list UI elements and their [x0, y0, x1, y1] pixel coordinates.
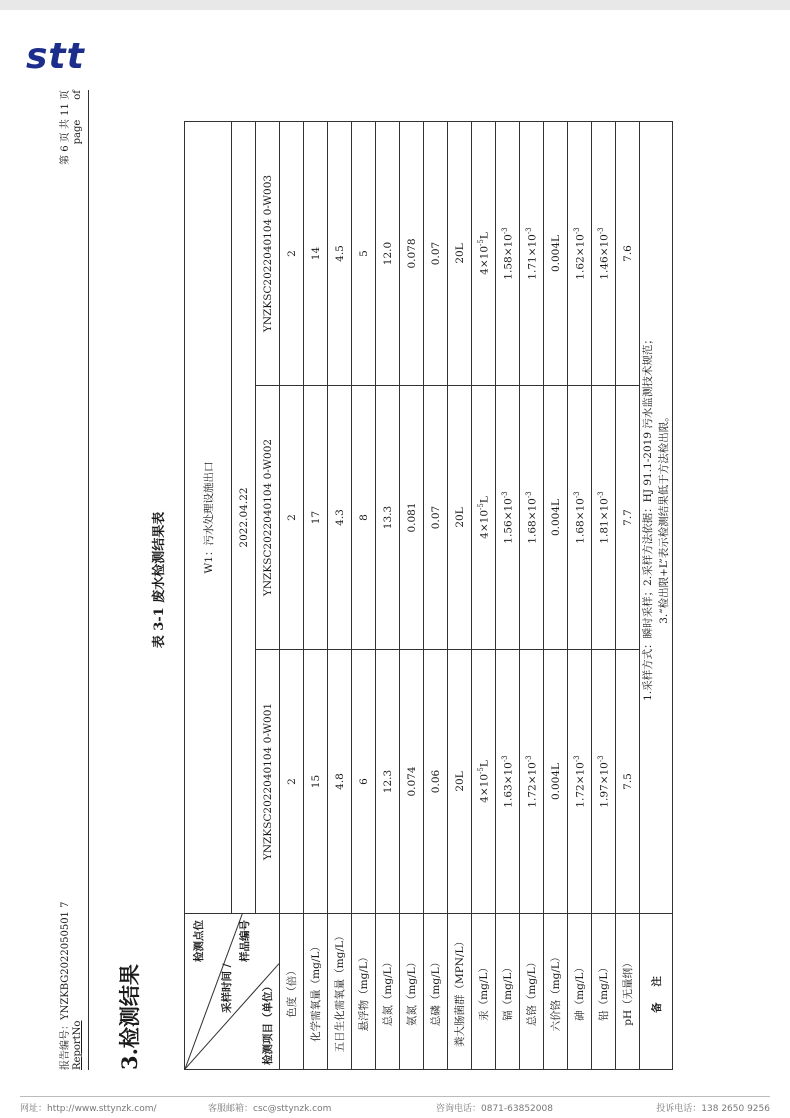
value-cell: [424, 121, 448, 385]
value-text: 7.6: [621, 245, 634, 262]
value-text: 8: [357, 514, 370, 521]
table-row: [424, 121, 448, 1069]
corner-header-cell: [185, 914, 280, 1070]
value-cell: [472, 121, 496, 385]
table-row: [472, 121, 496, 1069]
value-cell: [400, 386, 424, 650]
value-text: 2: [285, 250, 298, 257]
value-cell: [448, 650, 472, 914]
value-suffix: L: [478, 760, 491, 768]
value-exponent: -3: [500, 755, 509, 763]
value-text: 1.97×10: [598, 762, 611, 808]
item-name-cell: 五日生化需氧量（mg/L）: [328, 914, 352, 1070]
value-exponent: -3: [596, 227, 605, 235]
value-exponent: -3: [524, 755, 533, 763]
value-text: 7.7: [621, 509, 634, 526]
value-exponent: -5: [476, 503, 485, 510]
table-row: [640, 121, 673, 1069]
value-cell: [352, 386, 376, 650]
table-row: [304, 121, 328, 1069]
value-exponent: -3: [572, 227, 581, 235]
table-row: [376, 121, 400, 1069]
value-cell: [592, 386, 616, 650]
value-cell: [544, 650, 568, 914]
value-text: 0.078: [405, 238, 418, 269]
sample-id-cell: YNZKSC2022040104 0-W002: [256, 386, 280, 650]
item-name-cell: 铅（mg/L）: [592, 914, 616, 1070]
footer-email: 客服邮箱：csc@sttynzk.com: [208, 1104, 332, 1114]
value-cell: [544, 121, 568, 385]
table-row: [280, 121, 304, 1069]
footer-phone: 咨询电话：0871-63852008: [436, 1104, 553, 1114]
value-cell: [568, 650, 592, 914]
value-text: 0.004L: [549, 234, 562, 273]
item-name-cell: 色度（倍）: [280, 914, 304, 1070]
value-text: 12.3: [381, 769, 394, 794]
value-text: 20L: [453, 243, 466, 264]
value-text: 15: [309, 774, 322, 789]
value-text: 20L: [453, 507, 466, 528]
value-cell: [568, 386, 592, 650]
value-text: 4.5: [333, 245, 346, 262]
remark-cell: [640, 121, 673, 913]
value-cell: [472, 386, 496, 650]
value-cell: [544, 386, 568, 650]
value-suffix: L: [478, 496, 491, 504]
value-text: 2: [285, 778, 298, 785]
footer-rule: [20, 1096, 770, 1097]
page-indicator: [60, 90, 84, 165]
table-row: [544, 121, 568, 1069]
footer: [20, 1101, 770, 1115]
value-cell: [328, 121, 352, 385]
value-cell: [304, 650, 328, 914]
value-cell: [520, 121, 544, 385]
value-cell: [496, 386, 520, 650]
value-cell: [520, 650, 544, 914]
page-line: 第 6 页 共 11 页: [60, 90, 71, 165]
report-no-sub: ReportNo: [72, 1020, 83, 1070]
value-text: 1.72×10: [574, 762, 587, 808]
value-text: 1.58×10: [502, 234, 515, 280]
value-cell: [328, 650, 352, 914]
value-cell: [400, 650, 424, 914]
value-exponent: -3: [596, 491, 605, 499]
table-row: [568, 121, 592, 1069]
value-exponent: -5: [476, 239, 485, 246]
value-cell: [472, 650, 496, 914]
value-exponent: -3: [572, 491, 581, 499]
value-cell: [328, 386, 352, 650]
value-text: 4.8: [333, 773, 346, 790]
value-text: 1.63×10: [502, 762, 515, 808]
table-row: [185, 121, 232, 1069]
value-text: 1.62×10: [574, 234, 587, 280]
value-cell: [592, 650, 616, 914]
value-text: 1.56×10: [502, 498, 515, 544]
table-row: [520, 121, 544, 1069]
value-text: 2: [285, 514, 298, 521]
value-text: 17: [309, 510, 322, 525]
value-exponent: -3: [524, 491, 533, 499]
value-exponent: -3: [572, 755, 581, 763]
value-suffix: L: [478, 232, 491, 240]
item-name-cell: 镉（mg/L）: [496, 914, 520, 1070]
data-rows: [280, 121, 640, 1069]
header-rule: [88, 90, 89, 1070]
value-cell: [376, 386, 400, 650]
report-number: [60, 902, 84, 1070]
value-text: 13.3: [381, 505, 394, 530]
value-cell: [424, 650, 448, 914]
value-exponent: -3: [596, 755, 605, 763]
value-text: 0.07: [429, 241, 442, 266]
value-cell: [304, 386, 328, 650]
table-title: 表 3-1 废水检测结果表: [152, 511, 167, 649]
table-row: [352, 121, 376, 1069]
value-text: 1.72×10: [526, 762, 539, 808]
value-cell: [616, 121, 640, 385]
value-cell: [280, 650, 304, 914]
page-top-strip: [0, 0, 790, 10]
value-text: 0.07: [429, 505, 442, 530]
value-text: 7.5: [621, 773, 634, 790]
item-name-cell: pH（无量纲）: [616, 914, 640, 1070]
value-cell: [280, 386, 304, 650]
value-text: 4.3: [333, 509, 346, 526]
remark-line: 1.采样方式：瞬时采样；2.采样方法依据：HJ 91.1-2019 污水监测技术规范；: [642, 334, 654, 701]
sample-id-cell: YNZKSC2022040104 0-W001: [256, 650, 280, 914]
item-name-cell: 化学需氧量（mg/L）: [304, 914, 328, 1070]
table-row: [448, 121, 472, 1069]
value-cell: [616, 386, 640, 650]
value-text: 0.074: [405, 766, 418, 797]
results-table: [184, 121, 673, 1070]
location-cell: W1：污水处理设施出口: [185, 121, 232, 913]
remark-line: 3.“检出限+L”表示检测结果低于方法检出限。: [658, 411, 670, 624]
value-cell: [400, 121, 424, 385]
value-text: 0.06: [429, 769, 442, 794]
value-text: 1.71×10: [526, 234, 539, 280]
section-title: 3.检测结果: [117, 964, 142, 1070]
corner-point-label: 检测点位: [193, 920, 205, 962]
value-exponent: -3: [500, 227, 509, 235]
report-no-value: YNZKBG2022050501 7: [60, 901, 71, 1020]
table-row: [496, 121, 520, 1069]
value-cell: [352, 650, 376, 914]
value-exponent: -3: [524, 227, 533, 235]
value-exponent: -3: [500, 491, 509, 499]
value-cell: [496, 650, 520, 914]
report-no-label: 报告编号：: [60, 1020, 71, 1070]
value-text: 6: [357, 778, 370, 785]
value-text: 4×10: [478, 509, 491, 539]
value-text: 0.081: [405, 502, 418, 533]
value-cell: [448, 386, 472, 650]
value-text: 1.46×10: [598, 234, 611, 280]
value-cell: [568, 121, 592, 385]
value-text: 14: [309, 246, 322, 261]
value-text: 1.81×10: [598, 498, 611, 544]
company-logo: stt: [26, 36, 85, 77]
value-cell: [376, 650, 400, 914]
value-cell: [424, 386, 448, 650]
item-name-cell: 粪大肠菌群（MPN/L）: [448, 914, 472, 1070]
item-name-cell: 悬浮物（mg/L）: [352, 914, 376, 1070]
value-text: 1.68×10: [526, 498, 539, 544]
item-name-cell: 六价铬（mg/L）: [544, 914, 568, 1070]
value-cell: [304, 121, 328, 385]
value-text: 5: [357, 250, 370, 257]
value-exponent: -5: [476, 767, 485, 774]
remark-label: 备 注: [640, 914, 673, 1070]
footer-website: 网址：http://www.sttynzk.com/: [20, 1104, 157, 1114]
item-name-cell: 砷（mg/L）: [568, 914, 592, 1070]
value-cell: [616, 650, 640, 914]
table-row: [616, 121, 640, 1069]
item-name-cell: 汞（mg/L）: [472, 914, 496, 1070]
value-cell: [496, 121, 520, 385]
value-text: 1.68×10: [574, 498, 587, 544]
item-name-cell: 氨氮（mg/L）: [400, 914, 424, 1070]
item-name-cell: 总铬（mg/L）: [520, 914, 544, 1070]
value-text: 0.004L: [549, 762, 562, 801]
table-row: [400, 121, 424, 1069]
item-name-cell: 总磷（mg/L）: [424, 914, 448, 1070]
value-cell: [520, 386, 544, 650]
footer-complaint: 投诉电话：138 2650 9256: [656, 1104, 770, 1114]
corner-time-label: 采样时间 /: [221, 963, 233, 1013]
corner-item-label: 检测项目（单位）: [262, 981, 274, 1065]
corner-sample-label: 样品编号: [239, 920, 251, 962]
item-name-cell: 总氮（mg/L）: [376, 914, 400, 1070]
value-cell: [376, 121, 400, 385]
page-sub: page of: [72, 90, 83, 145]
value-cell: [448, 121, 472, 385]
value-cell: [592, 121, 616, 385]
value-cell: [280, 121, 304, 385]
value-cell: [352, 121, 376, 385]
value-text: 4×10: [478, 773, 491, 803]
table-row: [328, 121, 352, 1069]
date-cell: 2022.04.22: [232, 121, 256, 913]
value-text: 4×10: [478, 245, 491, 275]
value-text: 0.004L: [549, 498, 562, 537]
rotated-page-content: [60, 90, 710, 1070]
value-text: 20L: [453, 771, 466, 792]
value-text: 12.0: [381, 241, 394, 266]
table-row: [592, 121, 616, 1069]
sample-id-cell: YNZKSC2022040104 0-W003: [256, 121, 280, 385]
